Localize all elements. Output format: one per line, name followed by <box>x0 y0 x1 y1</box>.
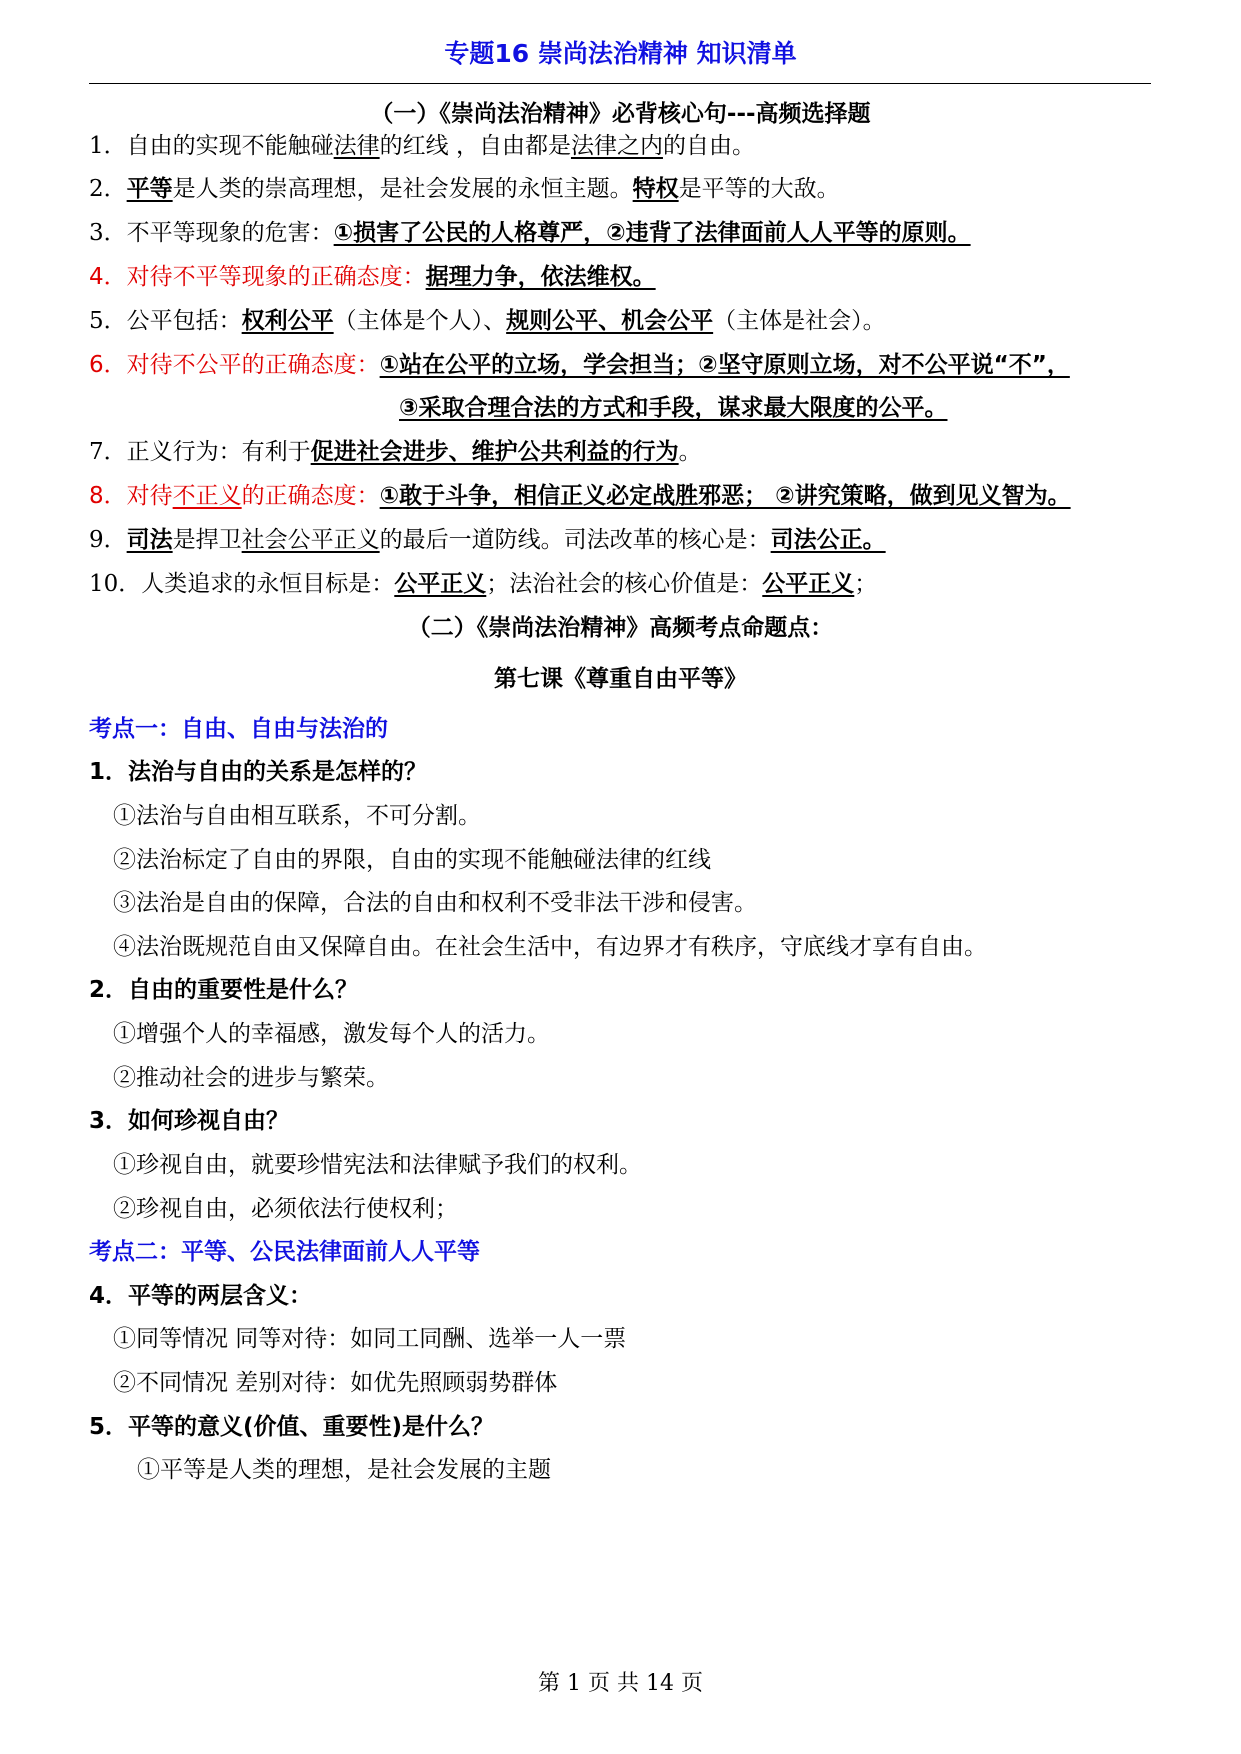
question-3-answer-1: ①珍视自由，就要珍惜宪法和法律赋予我们的权利。 <box>113 1152 642 1178</box>
core-sentence-6: 6．对待不公平的正确态度：①站在公平的立场，学会担当；②坚守原则立场，对不公平说“不”， <box>89 352 1070 378</box>
lesson-title: 第七课《尊重自由平等》 <box>494 666 747 692</box>
core-sentence-9: 9．司法是捍卫社会公平正义的最后一道防线。司法改革的核心是：司法公正。 <box>89 527 886 553</box>
question-4-answer-2: ②不同情况 差别对待：如优先照顾弱势群体 <box>113 1370 558 1396</box>
question-1-answer-3: ③法治是自由的保障，合法的自由和权利不受非法干涉和侵害。 <box>113 890 757 916</box>
question-2: 2．自由的重要性是什么？ <box>89 977 359 1003</box>
key-point-1-title: 考点一：自由、自由与法治的 <box>89 716 388 742</box>
core-sentence-7: 7．正义行为：有利于促进社会进步、维护公共利益的行为。 <box>89 439 702 465</box>
core-sentence-5: 5．公平包括：权利公平（主体是个人）、规则公平、机会公平（主体是社会）。 <box>89 308 886 334</box>
key-point-2-title: 考点二：平等、公民法律面前人人平等 <box>89 1239 480 1265</box>
question-2-answer-2: ②推动社会的进步与繁荣。 <box>113 1065 389 1091</box>
core-sentence-3: 3．不平等现象的危害：①损害了公民的人格尊严，②违背了法律面前人人平等的原则。 <box>89 220 971 246</box>
question-5-answer-1: ①平等是人类的理想，是社会发展的主题 <box>137 1457 551 1483</box>
question-1: 1．法治与自由的关系是怎样的？ <box>89 759 428 785</box>
question-3-answer-2: ②珍视自由，必须依法行使权利； <box>113 1196 458 1222</box>
header-divider <box>89 83 1151 84</box>
section-two-title: （二）《崇尚法治精神》高频考点命题点： <box>407 615 834 641</box>
question-4: 4．平等的两层含义： <box>89 1283 313 1309</box>
question-5: 5．平等的意义(价值、重要性)是什么？ <box>89 1414 495 1440</box>
core-sentence-1: 1．自由的实现不能触碰法律的红线 ，自由都是法律之内的自由。 <box>89 133 755 159</box>
question-3: 3．如何珍视自由？ <box>89 1108 290 1134</box>
question-2-answer-1: ①增强个人的幸福感，激发每个人的活力。 <box>113 1021 550 1047</box>
page-header-title: 专题16 崇尚法治精神 知识清单 <box>444 39 797 68</box>
section-one-title: （一）《崇尚法治精神》必背核心句---高频选择题 <box>370 101 871 127</box>
question-4-answer-1: ①同等情况 同等对待：如同工同酬、选举一人一票 <box>113 1326 627 1352</box>
core-sentence-8: 8．对待不正义的正确态度：①敢于斗争，相信正义必定战胜邪恶； ②讲究策略，做到见义智为。 <box>89 483 1071 509</box>
core-sentence-2: 2．平等是人类的崇高理想，是社会发展的永恒主题。特权是平等的大敌。 <box>89 176 840 202</box>
core-sentence-4: 4．对待不平等现象的正确态度：据理力争，依法维权。 <box>89 264 656 290</box>
question-1-answer-2: ②法治标定了自由的界限，自由的实现不能触碰法律的红线 <box>113 847 711 873</box>
question-1-answer-4: ④法治既规范自由又保障自由。在社会生活中，有边界才有秩序，守底线才享有自由。 <box>113 934 987 960</box>
page-number-footer: 第 1 页 共 14 页 <box>538 1671 703 1696</box>
question-1-answer-1: ①法治与自由相互联系，不可分割。 <box>113 803 481 829</box>
core-sentence-10: 10．人类追求的永恒目标是：公平正义；法治社会的核心价值是：公平正义； <box>89 571 878 597</box>
core-sentence-6-continued: ③采取合理合法的方式和手段，谋求最大限度的公平。 <box>399 395 948 421</box>
